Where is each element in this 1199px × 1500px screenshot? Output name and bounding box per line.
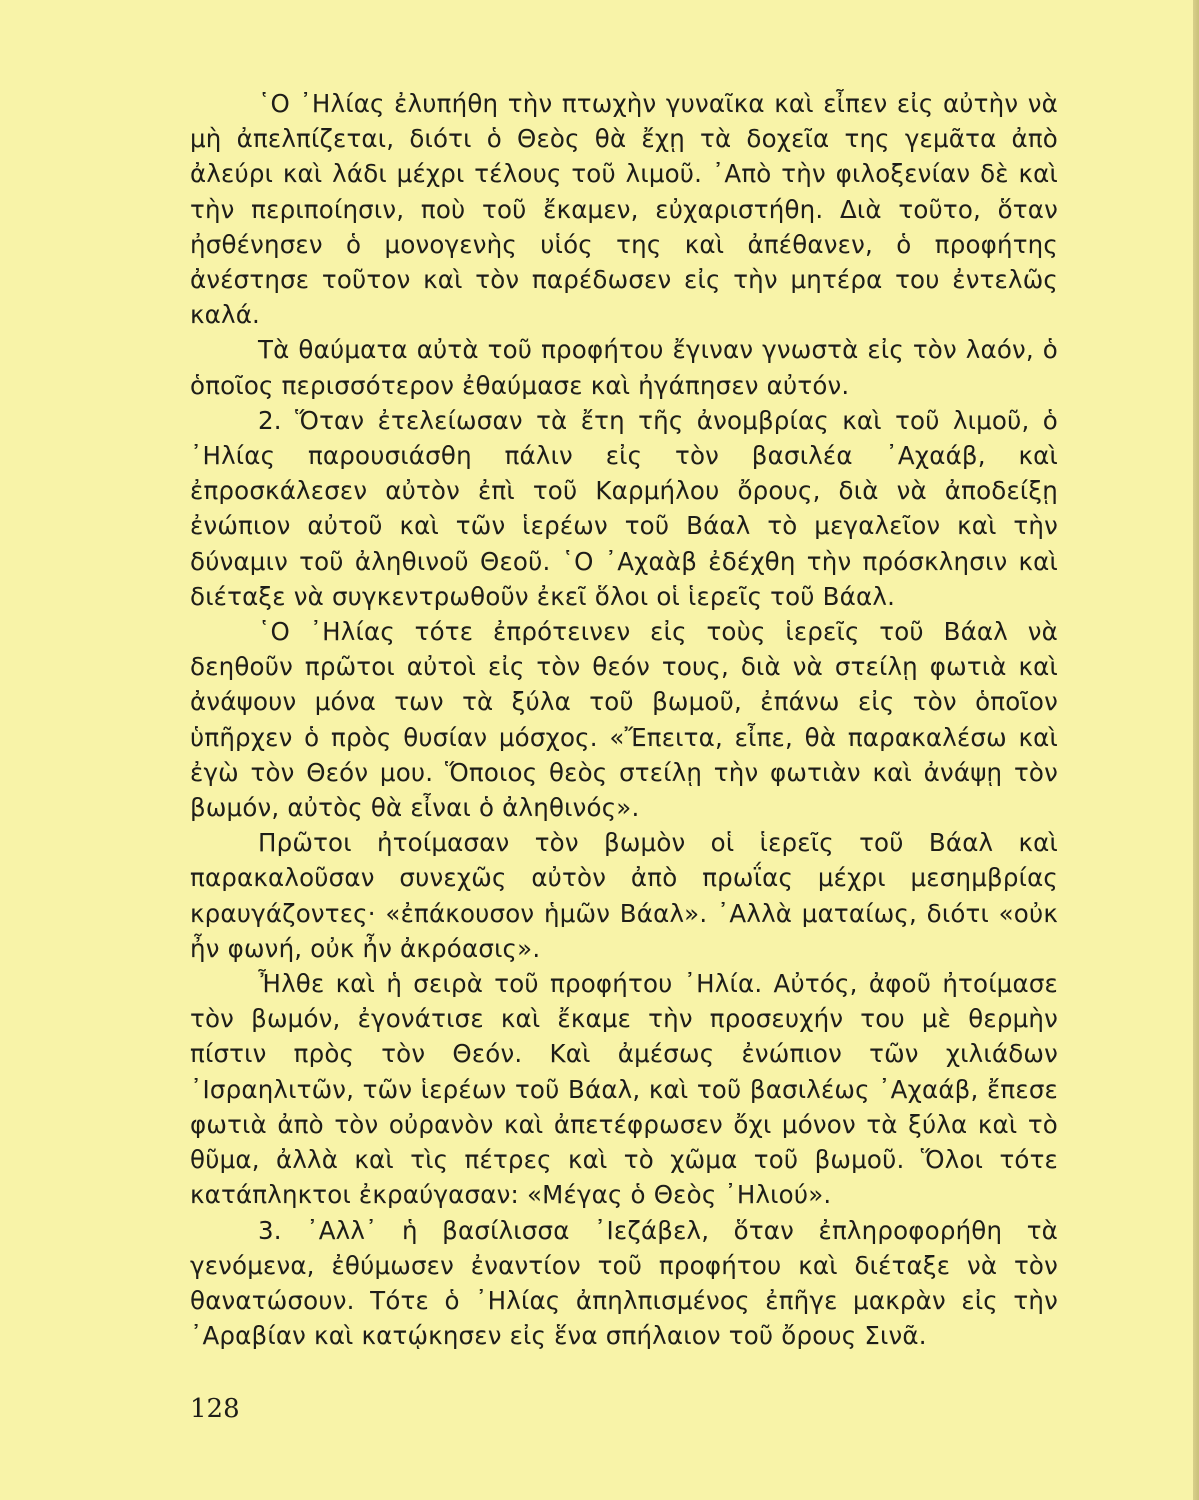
- page-edge: [1193, 0, 1199, 1500]
- paragraph-6: Ἦλθε καὶ ἡ σειρὰ τοῦ προφήτου ᾿Ηλία. Αὐτός, ἀφοῦ ἠτοίμασε τὸν βωμόν, ἐγονάτισε καὶ ἔκαμε τὴν προσευχήν του μὲ θερμὴν πίστιν πρὸς τὸν Θεόν. Καὶ ἀμέσως ἐνώπιον τῶν χιλιάδων ᾿Ισραηλιτῶν, τῶν ἱερέων τοῦ Βάαλ, καὶ τοῦ βασιλέως ᾿Αχαάβ, ἔπεσε φωτιὰ ἀπὸ τὸν οὐρανὸν καὶ ἀπετέφρωσεν ὄχι μόνον τὰ ξύλα καὶ τὸ θῦμα, ἀλλὰ καὶ τὶς πέτρες καὶ τὸ χῶμα τοῦ βωμοῦ. Ὅλοι τότε κατάπληκτοι ἐκραύγασαν: «Μέγας ὁ Θεὸς ᾿Ηλιού».: [190, 969, 1058, 1210]
- paragraph-2: Τὰ θαύματα αὐτὰ τοῦ προφήτου ἔγιναν γνωστὰ εἰς τὸν λαόν, ὁ ὁποῖος περισσότερον ἐθαύμασε καὶ ἠγάπησεν αὐτόν.: [190, 335, 1058, 400]
- paragraph-4: ῾Ο ᾿Ηλίας τότε ἐπρότεινεν εἰς τοὺς ἱερεῖς τοῦ Βάαλ νὰ δεηθοῦν πρῶτοι αὐτοὶ εἰς τὸν θεόν τους, διὰ νὰ στείλῃ φωτιὰ καὶ ἀνάψουν μόνα των τὰ ξύλα τοῦ βωμοῦ, ἐπάνω εἰς τὸν ὁποῖον ὑπῆρχεν ὁ πρὸς θυσίαν μόσχος. «Ἔπειτα, εἶπε, θὰ παρακαλέσω καὶ ἐγὼ τὸν Θεόν μου. Ὅποιος θεὸς στείλῃ τὴν φωτιὰν καὶ ἀνάψῃ τὸν βωμόν, αὐτὸς θὰ εἶναι ὁ ἀληθινός».: [190, 617, 1058, 823]
- paragraph-5: Πρῶτοι ἠτοίμασαν τὸν βωμὸν οἱ ἱερεῖς τοῦ Βάαλ καὶ παρακαλοῦσαν συνεχῶς αὐτὸν ἀπὸ πρωΐας μέχρι μεσημβρίας κραυγάζοντες· «ἐπάκουσον ἡμῶν Βάαλ». ᾿Αλλὰ ματαίως, διότι «οὐκ ἦν φωνή, οὐκ ἦν ἀκρόασις».: [190, 828, 1058, 963]
- paragraph-3: 2. Ὅταν ἐτελείωσαν τὰ ἔτη τῆς ἀνομβρίας καὶ τοῦ λιμοῦ, ὁ ᾿Ηλίας παρουσιάσθη πάλιν εἰς τὸν βασιλέα ᾿Αχαάβ, καὶ ἐπροσκάλεσεν αὐτὸν ἐπὶ τοῦ Καρμήλου ὄρους, διὰ νὰ ἀποδείξῃ ἐνώπιον αὐτοῦ καὶ τῶν ἱερέων τοῦ Βάαλ τὸ μεγαλεῖον καὶ τὴν δύναμιν τοῦ ἀληθινοῦ Θεοῦ. ῾Ο ᾿Αχαὰβ ἐδέχθη τὴν πρόσκλησιν καὶ διέταξε νὰ συγκεντρωθοῦν ἐκεῖ ὅλοι οἱ ἱερεῖς τοῦ Βάαλ.: [190, 405, 1058, 611]
- paragraph-1: ῾Ο ᾿Ηλίας ἐλυπήθη τὴν πτωχὴν γυναῖκα καὶ εἶπεν εἰς αὐτὴν νὰ μὴ ἀπελπίζεται, διότι ὁ Θεὸς θὰ ἔχῃ τὰ δοχεῖα της γεμᾶτα ἀπὸ ἀλεύρι καὶ λάδι μέχρι τέλους τοῦ λιμοῦ. ᾿Απὸ τὴν φιλοξενίαν δὲ καὶ τὴν περιποίησιν, ποὺ τοῦ ἔκαμεν, εὐχαριστήθη. Διὰ τοῦτο, ὅταν ἠσθένησεν ὁ μονογενὴς υἱός της καὶ ἀπέθανεν, ὁ προφήτης ἀνέστησε τοῦτον καὶ τὸν παρέδωσεν εἰς τὴν μητέρα του ἐντελῶς καλά.: [190, 89, 1058, 330]
- page-number: 128: [190, 1394, 240, 1424]
- body-text: [190, 86, 1058, 1353]
- paragraph-7: 3. ᾿Αλλ᾿ ἡ βασίλισσα ᾿Ιεζάβελ, ὅταν ἐπληροφορήθη τὰ γενόμενα, ἐθύμωσεν ἐναντίον τοῦ προφήτου καὶ διέταξε νὰ τὸν θανατώσουν. Τότε ὁ ᾿Ηλίας ἀπηλπισμένος ἐπῆγε μακρὰν εἰς τὴν ᾿Αραβίαν καὶ κατῴκησεν εἰς ἕνα σπήλαιον τοῦ ὄρους Σινᾶ.: [190, 1215, 1058, 1351]
